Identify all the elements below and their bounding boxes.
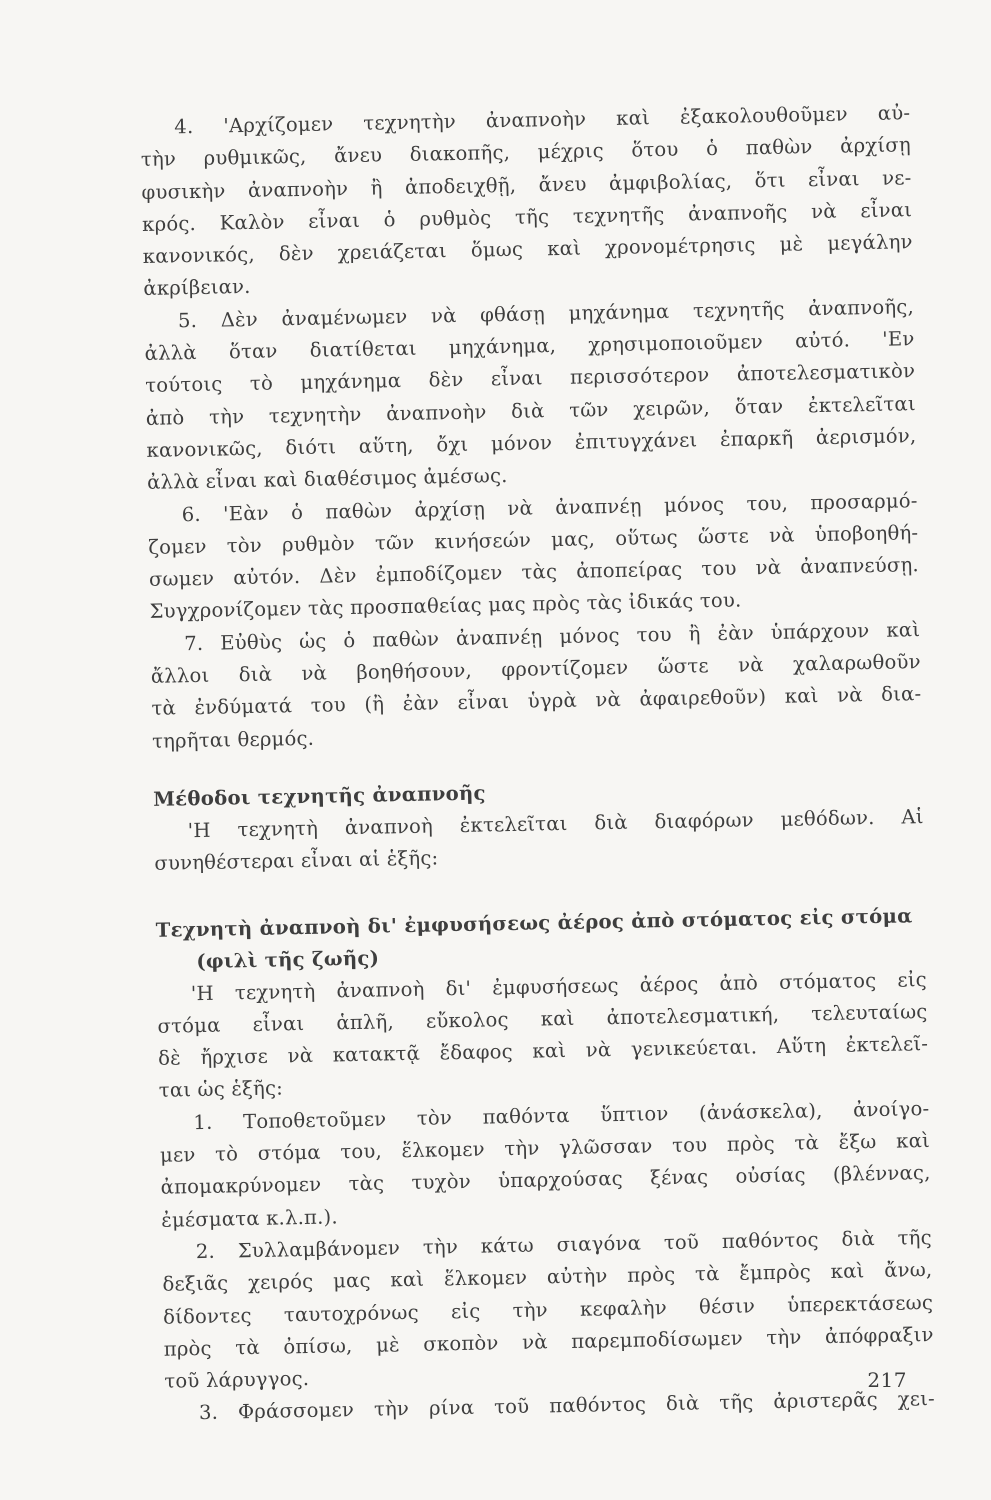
- text-line: συνηθέστεραι εἶναι αἱ ἑξῆς:: [154, 846, 439, 876]
- text-line: ἀλλὰ εἶναι καὶ διαθέσιμος ἀμέσως.: [146, 464, 508, 495]
- page-number: 217: [867, 1368, 907, 1392]
- text-line: στόμα εἶναι ἁπλῆ, εὔκολος καὶ ἀποτελεσματική, τελευταίως: [157, 999, 928, 1038]
- text-line: ἀπομακρύνομεν τὰς τυχὸν ὑπαρχούσας ξένας οὐσίας (βλέννας,: [160, 1161, 931, 1200]
- text-line: φυσικὴν ἀναπνοὴν ἢ ἀποδειχθῇ, ἄνευ ἀμφιβολίας, ὅτι εἶναι νε-: [141, 165, 912, 204]
- paragraph-5: [144, 291, 918, 500]
- text-line: κανονικῶς, διότι αὕτη, ὄχι μόνον ἐπιτυγχάνει ἐπαρκῆ ἀερισμόν,: [146, 424, 917, 462]
- text-line: ἄλλοι διὰ νὰ βοηθήσουν, φροντίζομεν ὥστε νὰ χαλαρωθοῦν: [150, 650, 921, 688]
- text-line: 1. Τοποθετοῦμεν τὸν παθόντα ὕπτιον (ἀνάσκελα), ἀνοίγο-: [193, 1096, 930, 1134]
- text-line: 7. Εὐθὺς ὡς ὁ παθὼν ἀναπνέῃ μόνος του ἢ ἐὰν ὑπάρχουν καὶ: [183, 617, 921, 655]
- text-line: δίδοντες ταυτοχρόνως εἰς τὴν κεφαλὴν θέσιν ὑπερεκτάσεως: [162, 1290, 934, 1329]
- text-line: ἀκρίβειαν.: [143, 275, 251, 301]
- text-line: τηρῆται θερμός.: [151, 726, 315, 753]
- paragraph-6: [147, 485, 919, 629]
- text-line: δὲ ἤρχισε νὰ κατακτᾷ ἔδαφος καὶ νὰ γενικεύεται. Αὕτη ἐκτελεῖ-: [157, 1032, 929, 1070]
- paragraph-4: [140, 97, 914, 306]
- text-line: τούτοις τὸ μηχάνημα δὲν εἶναι περισσότερον ἀποτελεσματικὸν: [145, 359, 916, 398]
- text-line: Συγχρονίζομεν τὰς προσπαθείας μας πρὸς τὰς ἰδικάς του.: [149, 588, 742, 624]
- text-line: μεν τὸ στόμα του, ἕλκομεν τὴν γλῶσσαν του πρὸς τὰ ἔξω καὶ: [159, 1129, 931, 1167]
- text-line: σωμεν αὐτόν. Δὲν ἐμποδίζομεν τὰς ἀποπείρας του νὰ ἀναπνεύσῃ.: [148, 553, 920, 592]
- text-line: τοῦ λάρυγγος.: [164, 1367, 310, 1393]
- paragraph-7: [150, 614, 922, 758]
- text-line: 4. 'Αρχίζομεν τεχνητὴν ἀναπνοὴν καὶ ἐξακολουθοῦμεν αὐ-: [174, 101, 911, 139]
- text-line: 2. Συλλαμβάνομεν τὴν κάτω σιαγόνα τοῦ παθόντος διὰ τῆς: [195, 1225, 932, 1264]
- text-line: 3. Φράσσομεν τὴν ρίνα τοῦ παθόντος διὰ τῆς ἀριστερᾶς χει-: [198, 1387, 936, 1425]
- text-line: κρός. Καλὸν εἶναι ὁ ρυθμὸς τῆς τεχνητῆς ἀναπνοῆς νὰ εἶναι: [141, 198, 913, 236]
- text-line: τὴν ρυθμικῶς, ἄνευ διακοπῆς, μέχρις ὅτου ὁ παθὼν ἀρχίσῃ: [140, 133, 911, 172]
- section-subheading: (φιλὶ τῆς ζωῆς): [196, 946, 380, 973]
- text-line: 5. Δὲν ἀναμένωμεν νὰ φθάσῃ μηχάνημα τεχνητῆς ἀναπνοῆς,: [177, 294, 915, 333]
- text-line: 'Η τεχνητὴ ἀναπνοὴ ἐκτελεῖται διὰ διαφόρων μεθόδων. Αἱ: [187, 805, 924, 843]
- text-line: δεξιᾶς χειρός μας καὶ ἕλκομεν αὐτὴν πρὸς τὰ ἔμπρὸς καὶ ἄνω,: [162, 1258, 933, 1296]
- section-mouth-to-mouth: [155, 900, 935, 1431]
- text-line: ζομεν τὸν ρυθμὸν τῶν κινήσεών μας, οὕτως ὥστε νὰ ὑποβοηθή-: [148, 520, 919, 559]
- step-1: [159, 1093, 931, 1237]
- section-heading: Τεχνητὴ ἀναπνοὴ δι' ἐμφυσήσεως ἀέρος ἀπὸ στόματος εἰς στόμα: [155, 903, 913, 942]
- text-line: κανονικός, δὲν χρειάζεται ὅμως καὶ χρονομέτρησις μὲ μεγάλην: [142, 230, 913, 269]
- text-line: 'Η τεχνητὴ ἀναπνοὴ δι' ἐμφυσήσεως ἀέρος ἀπὸ στόματος εἰς: [190, 967, 928, 1005]
- text-line: πρὸς τὰ ὀπίσω, μὲ σκοπὸν νὰ παρεμποδίσωμεν τὴν ἀπόφραξιν: [163, 1322, 934, 1361]
- text-line: ἀπὸ τὴν τεχνητὴν ἀναπνοὴν διὰ τῶν χειρῶν, ὅταν ἐκτελεῖται: [145, 391, 916, 430]
- section-heading: Μέθοδοι τεχνητῆς ἀναπνοῆς: [152, 781, 486, 811]
- page-text-block: [140, 97, 935, 1430]
- section-methods: [153, 769, 925, 880]
- text-line: ἀλλὰ ὅταν διατίθεται μηχάνημα, χρησιμοποιοῦμεν αὐτό. 'Εν: [144, 327, 915, 366]
- text-line: ἐμέσματα κ.λ.π.).: [161, 1205, 339, 1232]
- text-line: τὰ ἐνδύματά του (ἢ ἐὰν εἶναι ὑγρὰ νὰ ἀφαιρεθοῦν) καὶ νὰ δια-: [151, 682, 922, 721]
- step-2: [162, 1222, 935, 1398]
- text-line: 6. 'Εὰν ὁ παθὼν ἀρχίσῃ νὰ ἀναπνέῃ μόνος του, προσαρμό-: [181, 488, 918, 526]
- text-line: ται ὡς ἑξῆς:: [158, 1076, 284, 1103]
